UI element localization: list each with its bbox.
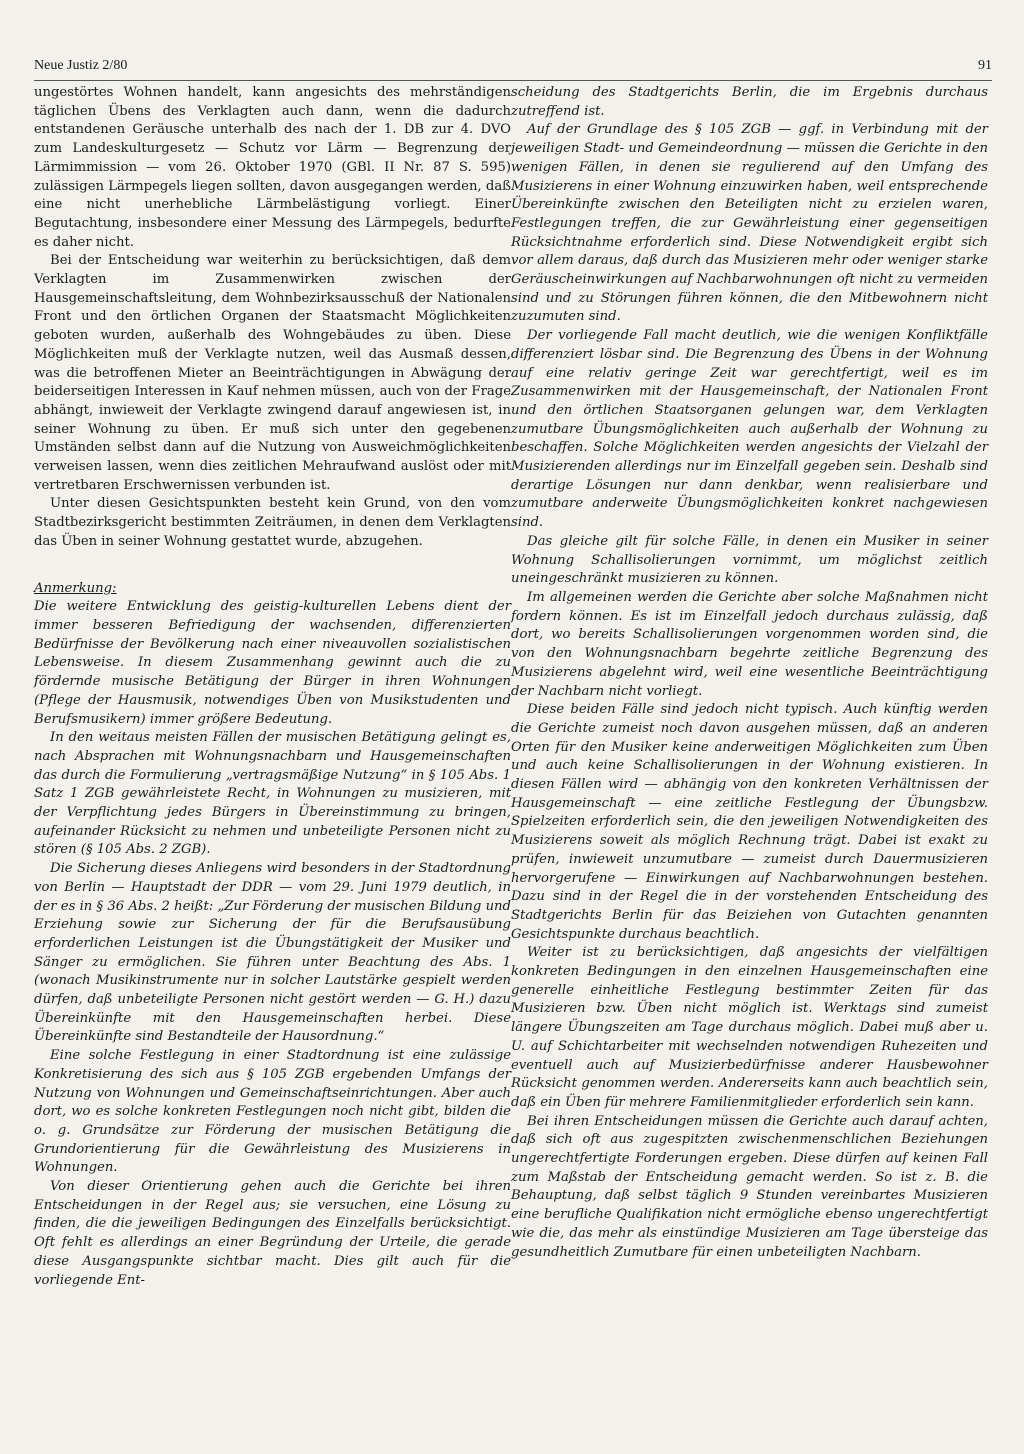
page-header xyxy=(34,58,992,81)
paragraph: ungestörtes Wohnen handelt, kann angesichts des mehrständigen täglichen Übens des Verklagten auch dann, wenn die dadurch entstandenen Geräusche unterhalb des nach der 1. DB zur 4. DVO zum Landeskulturgesetz — Schutz vor Lärm — Begrenzung der Lärmimmission — vom 26. Oktober 1970 (GBl. II Nr. 87 S. 595) zulässigen Lärmpegels liegen sollten, davon ausgegangen werden, daß eine nicht unerhebliche Lärmbelästigung vorliegt. Einer Begutachtung, insbesondere einer Messung des Lärmpegels, bedurfte es daher nicht. xyxy=(34,85,511,250)
paragraph: Unter diesen Gesichtspunkten besteht kein Grund, von den vom Stadtbezirksgericht bestimmten Zeiträumen, in denen dem Verklagten das Üben in seiner Wohnung gestattet wurde, abzugehen. xyxy=(34,496,511,549)
page-number: 91 xyxy=(978,58,992,73)
right-column xyxy=(511,84,988,1262)
journal-title: Neue Justiz 2/80 xyxy=(34,58,128,73)
paragraph: Diese beiden Fälle sind jedoch nicht typisch. Auch künftig werden die Gerichte zumeist noch davon ausgehen müssen, daß an anderen Orten für den Musiker keine anderweitigen Möglichkeiten zum Üben und auch keine Schallisolierungen in der Wohnung existieren. In diesen Fällen wird — abhängig von den konkreten Verhältnissen der Hausgemeinschaft — eine zeitliche Festlegung der Übungsbzw. Spielzeiten erforderlich sein, die den jeweiligen Notwendigkeiten des Musizierens soweit als möglich Rechnung trägt. Dabei ist exakt zu prüfen, inwieweit unzumutbare — zumeist durch Dauermusizieren hervorgerufene — Einwirkungen auf Nachbarwohnungen bestehen. Dazu sind in der Regel die in der vorstehenden Entscheidung des Stadtgerichts Berlin für das Beiziehen von Gutachten genannten Gesichtspunkte durchaus beachtlich. xyxy=(511,702,988,942)
paragraph: Der vorliegende Fall macht deutlich, wie die wenigen Konfliktfälle differenziert lösbar sind. Die Begrenzung des Übens in der Wohnung auf eine relativ geringe Zeit war gerechtfertigt, weil es im Zusammenwirken mit der Hausgemeinschaft, der Nationalen Front und den örtlichen Staatsorganen gelungen war, dem Verklagten zumutbare Übungsmöglichkeiten auch außerhalb der Wohnung zu beschaffen. Solche Möglichkeiten werden angesichts der Vielzahl der Musizierenden allerdings nur im Einzelfall gegeben sein. Deshalb sind derartige Lösungen nur dann denkbar, wenn realisierbare und zumutbare anderweite Übungsmöglichkeiten konkret nachgewiesen sind. xyxy=(511,328,988,531)
paragraph: Die Sicherung dieses Anliegens wird besonders in der Stadtordnung von Berlin — Hauptstadt der DDR — vom 29. Juni 1979 deutlich, in der es in § 36 Abs. 2 heißt: „Zur Förderung der musischen Bildung und Erziehung sowie zur Sicherung der für die Berufsausübung erforderlichen Leistungen ist die Übungstätigkeit der Musiker und Sänger zu ermöglichen. Sie führen unter Beachtung des Abs. 1 (wonach Musikinstrumente nur in solcher Lautstärke gespielt werden dürfen, daß unbeteiligte Personen nicht gestört werden — G. H.) dazu Übereinkünfte mit den Hausgemeinschaften herbei. Diese Übereinkünfte sind Bestandteile der Hausordnung.“ xyxy=(34,861,511,1045)
paragraph: Bei der Entscheidung war weiterhin zu berücksichtigen, daß dem Verklagten im Zusammenwirken zwischen der Hausgemeinschaftsleitung, dem Wohnbezirksausschuß der Nationalen Front und den örtlichen Organen der Staatsmacht Möglichkeiten geboten wurden, außerhalb des Wohngebäudes zu üben. Diese Möglichkeiten muß der Verklagte nutzen, weil das Ausmaß dessen, was die betroffenen Mieter an Beeinträchtigungen in Abwägung der beiderseitigen Interessen in Kauf nehmen müssen, auch von der Frage abhängt, inwieweit der Verklagte zwingend darauf angewiesen ist, in seiner Wohnung zu üben. Er muß sich unter den gegebenen Umständen selbst dann auf die Nutzung von Ausweichmöglichkeiten verweisen lassen, wenn dies zeitlichen Mehraufwand auslöst oder mit vertretbaren Erschwernissen verbunden ist. xyxy=(34,253,511,493)
annotation-body xyxy=(34,598,511,1290)
paragraph: In den weitaus meisten Fällen der musischen Betätigung gelingt es, nach Absprachen mit Wohnungsnachbarn und Hausgemeinschaften das durch die Formulierung „vertragsmäßige Nutzung“ in § 105 Abs. 1 Satz 1 ZGB gewährleistete Recht, in Wohnungen zu musizieren, mit der Verpflichtung jedes Bürgers in Übereinstimmung zu bringen, aufeinander Rücksicht zu nehmen und unbeteiligte Personen nicht zu stören (§ 105 Abs. 2 ZGB). xyxy=(34,730,511,858)
paragraph: scheidung des Stadtgerichts Berlin, die im Ergebnis durchaus zutreffend ist. xyxy=(511,85,988,119)
left-column xyxy=(34,84,511,1290)
paragraph: Von dieser Orientierung gehen auch die Gerichte bei ihren Entscheidungen in der Regel aus; sie versuchen, eine Lösung zu finden, die die jeweiligen Bedingungen des Einzelfalls berücksichtigt. Oft fehlt es allerdings an einer Begründung der Urteile, die gerade diese Ausgangspunkte sichtbar macht. Dies gilt auch für die vorliegende Ent- xyxy=(34,1179,511,1288)
annotation-heading: Anmerkung: xyxy=(34,580,117,596)
paragraph: Weiter ist zu berücksichtigen, daß angesichts der vielfältigen konkreten Bedingungen in den einzelnen Hausgemeinschaften eine generelle einheitliche Festlegung bestimmter Zeiten für das Musizieren bzw. Üben nicht möglich ist. Werktags sind zumeist längere Übungszeiten am Tage durchaus möglich. Dabei muß aber u. U. auf Schichtarbeiter mit wechselnden notwendigen Ruhezeiten und eventuell auch auf Musizierbedürfnisse anderer Hausbewohner Rücksicht genommen werden. Andererseits kann auch beachtlich sein, daß ein Üben für mehrere Familienmitglieder erforderlich sein kann. xyxy=(511,945,988,1110)
paragraph: Die weitere Entwicklung des geistig-kulturellen Lebens dient der immer besseren Befriedigung der wachsenden, differenzierten Bedürfnisse der Bevölkerung nach einer niveauvollen sozialistischen Lebensweise. In diesem Zusammenhang gewinnt auch die zu fördernde musische Betätigung der Bürger in ihren Wohnungen (Pflege der Hausmusik, notwendiges Üben von Musikstudenten und Berufsmusikern) immer größere Bedeutung. xyxy=(34,599,511,727)
paragraph: Bei ihren Entscheidungen müssen die Gerichte auch darauf achten, daß sich oft aus zugespitzten zwischenmenschlichen Beziehungen ungerechtfertigte Forderungen ergeben. Diese dürfen auf keinen Fall zum Maßstab der Entscheidung gemacht werden. So ist z. B. die Behauptung, daß selbst täglich 9 Stunden vereinbartes Musizieren eine berufliche Qualifikation nicht ermögliche ebenso ungerechtfertigt wie die, das mehr als einstündige Musizieren am Tage übersteige das gesundheitlich Zumutbare für einen unbeteiligten Nachbarn. xyxy=(511,1113,988,1260)
paragraph: Eine solche Festlegung in einer Stadtordnung ist eine zulässige Konkretisierung des sich aus § 105 ZGB ergebenden Umfangs der Nutzung von Wohnungen und Gemeinschaftseinrichtungen. Aber auch dort, wo es solche konkreten Festlegungen noch nicht gibt, bilden die o. g. Grundsätze zur Förderung der musischen Betätigung die Grundorientierung für die Gewährleistung des Musizierens in Wohnungen. xyxy=(34,1048,511,1176)
paragraph: Auf der Grundlage des § 105 ZGB — ggf. in Verbindung mit der jeweiligen Stadt- und Gemeindeordnung — müssen die Gerichte in den wenigen Fällen, in denen sie regulierend auf den Umfang des Musizierens in einer Wohnung einzuwirken haben, weil entsprechende Übereinkünfte zwischen den Beteiligten nicht zu erzielen waren, Festlegungen treffen, die zur Gewährleistung einer gegenseitigen Rücksichtnahme erforderlich sind. Diese Notwendigkeit ergibt sich vor allem daraus, daß durch das Musizieren mehr oder weniger starke Geräuscheinwirkungen auf Nachbarwohnungen oft nicht zu vermeiden sind und zu Störungen führen können, die den Mitbewohnern nicht zuzumuten sind. xyxy=(511,122,988,325)
paragraph: Im allgemeinen werden die Gerichte aber solche Maßnahmen nicht fordern können. Es ist im Einzelfall jedoch durchaus zulässig, daß dort, wo bereits Schallisolierungen vorgenommen worden sind, die von den Wohnungsnachbarn begehrte zeitliche Begrenzung des Musizierens abgelehnt wird, weil eine wesentliche Beeinträchtigung der Nachbarn nicht vorliegt. xyxy=(511,589,988,699)
paragraph: Das gleiche gilt für solche Fälle, in denen ein Musiker in seiner Wohnung Schallisolierungen vornimmt, um möglichst zeitlich uneingeschränkt musizieren zu können. xyxy=(511,533,988,587)
